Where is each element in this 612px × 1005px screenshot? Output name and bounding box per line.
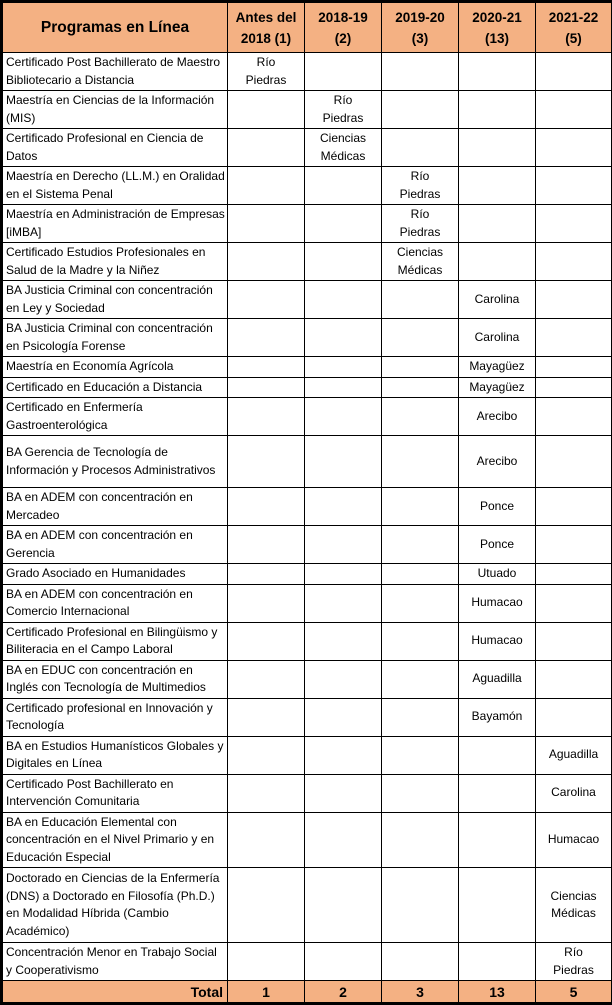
campus-line: Ponce [461,498,533,516]
empty-cell [228,526,305,564]
campus-cell [382,243,459,281]
empty-cell [459,812,536,868]
empty-cell [228,377,305,398]
program-name-cell: BA Gerencia de Tecnología de Información y Procesos Administrativos [2,436,228,488]
empty-cell [228,622,305,660]
campus-line: Humacao [461,632,533,650]
total-2019-20: 3 [382,981,459,1004]
empty-cell [228,736,305,774]
empty-cell [305,243,382,281]
empty-cell [382,698,459,736]
campus-cell [459,357,536,378]
empty-cell [228,584,305,622]
empty-cell [382,281,459,319]
campus-line: Médicas [384,262,456,280]
empty-cell [305,281,382,319]
campus-line: Río [384,168,456,186]
program-name-cell: Certificado Post Bachillerato en Intervención Comunitaria [2,774,228,812]
table-row [2,488,612,526]
col-header-line: (13) [460,28,534,49]
empty-cell [382,736,459,774]
empty-cell [305,564,382,585]
campus-cell [459,436,536,488]
empty-cell [536,564,612,585]
table-row [2,53,612,91]
empty-cell [228,868,305,943]
table-row [2,377,612,398]
col-header-line: 2020-21 [460,7,534,28]
empty-cell [382,436,459,488]
program-name-cell: Maestría en Derecho (LL.M.) en Oralidad en el Sistema Penal [2,167,228,205]
empty-cell [305,205,382,243]
empty-cell [382,91,459,129]
campus-cell [382,167,459,205]
empty-cell [536,167,612,205]
table-row [2,584,612,622]
empty-cell [536,129,612,167]
empty-cell [228,357,305,378]
empty-cell [536,698,612,736]
table-row [2,564,612,585]
empty-cell [305,526,382,564]
empty-cell [305,622,382,660]
empty-cell [305,377,382,398]
col-header-line: (3) [383,28,457,49]
empty-cell [228,488,305,526]
campus-line: Piedras [384,186,456,204]
campus-cell [536,812,612,868]
program-name-cell: Certificado Profesional en Ciencia de Datos [2,129,228,167]
empty-cell [536,281,612,319]
col-header-line: 2018-19 [306,7,380,28]
empty-cell [536,526,612,564]
program-name-cell: BA en Educación Elemental con concentración en el Nivel Primario y en Educación Especial [2,812,228,868]
empty-cell [382,660,459,698]
program-name-cell: Doctorado en Ciencias de la Enfermería (DNS) a Doctorado en Filosofía (Ph.D.) en Modalidad Híbrida (Cambio Académico) [2,868,228,943]
empty-cell [536,319,612,357]
col-header-2020-21 [459,2,536,53]
campus-line: Piedras [384,224,456,242]
empty-cell [459,129,536,167]
program-name-cell: Concentración Menor en Trabajo Social y Cooperativismo [2,943,228,981]
program-name-cell: BA en ADEM con concentración en Comercio Internacional [2,584,228,622]
empty-cell [305,736,382,774]
campus-line: Ciencias [538,888,609,906]
total-2020-21: 13 [459,981,536,1004]
campus-line: Arecibo [461,453,533,471]
table-row [2,943,612,981]
campus-cell [305,91,382,129]
empty-cell [228,436,305,488]
empty-cell [382,622,459,660]
table-title: Programas en Línea [2,2,228,53]
empty-cell [305,357,382,378]
table-footer [2,981,612,1004]
campus-line: Río [384,206,456,224]
total-label: Total [2,981,228,1004]
table-row [2,660,612,698]
empty-cell [459,53,536,91]
program-name-cell: BA Justicia Criminal con concentración en Psicología Forense [2,319,228,357]
empty-cell [382,129,459,167]
empty-cell [536,357,612,378]
table-row [2,698,612,736]
campus-line: Río [307,92,379,110]
empty-cell [382,357,459,378]
empty-cell [228,167,305,205]
empty-cell [228,398,305,436]
empty-cell [228,943,305,981]
empty-cell [382,868,459,943]
empty-cell [305,868,382,943]
program-name-cell: Certificado Profesional en Bilingüismo y Biliteracia en el Campo Laboral [2,622,228,660]
empty-cell [459,243,536,281]
campus-cell [459,526,536,564]
empty-cell [228,243,305,281]
campus-cell [459,377,536,398]
campus-line: Carolina [461,291,533,309]
campus-line: Humacao [538,831,609,849]
campus-cell [459,488,536,526]
empty-cell [459,943,536,981]
table-row [2,243,612,281]
campus-cell [459,564,536,585]
empty-cell [305,319,382,357]
empty-cell [382,943,459,981]
campus-line: Médicas [307,148,379,166]
campus-cell [305,129,382,167]
empty-cell [382,53,459,91]
header-row [2,2,612,53]
empty-cell [382,526,459,564]
empty-cell [459,91,536,129]
empty-cell [382,812,459,868]
campus-line: Ciencias [384,244,456,262]
campus-cell [536,736,612,774]
campus-line: Mayagüez [461,358,533,376]
program-name-cell: Certificado Post Bachillerato de Maestro Bibliotecario a Distancia [2,53,228,91]
empty-cell [382,319,459,357]
empty-cell [228,281,305,319]
empty-cell [382,584,459,622]
empty-cell [228,774,305,812]
campus-line: Ciencias [307,130,379,148]
table-row [2,868,612,943]
empty-cell [536,53,612,91]
empty-cell [536,488,612,526]
empty-cell [536,398,612,436]
table-row [2,319,612,357]
empty-cell [382,377,459,398]
campus-line: Piedras [230,72,302,90]
campus-line: Utuado [461,565,533,583]
program-name-cell: Maestría en Ciencias de la Información (MIS) [2,91,228,129]
col-header-line: 2018 (1) [229,28,303,49]
table-row [2,129,612,167]
table-header [2,2,612,53]
empty-cell [228,129,305,167]
table-row [2,526,612,564]
empty-cell [382,488,459,526]
campus-cell [536,943,612,981]
empty-cell [459,167,536,205]
campus-cell [459,398,536,436]
empty-cell [305,167,382,205]
empty-cell [536,377,612,398]
campus-line: Humacao [461,594,533,612]
empty-cell [228,812,305,868]
empty-cell [536,622,612,660]
campus-line: Arecibo [461,408,533,426]
program-name-cell: Certificado Estudios Profesionales en Salud de la Madre y la Niñez [2,243,228,281]
col-header-antes-2018 [228,2,305,53]
campus-cell [459,584,536,622]
table-row [2,167,612,205]
total-2021-22: 5 [536,981,612,1004]
program-name-cell: BA en ADEM con concentración en Gerencia [2,526,228,564]
table-row [2,436,612,488]
program-name-cell: BA Justicia Criminal con concentración en Ley y Sociedad [2,281,228,319]
table-row [2,774,612,812]
campus-cell [459,660,536,698]
empty-cell [228,205,305,243]
empty-cell [305,53,382,91]
empty-cell [536,243,612,281]
table-row [2,91,612,129]
program-name-cell: Certificado profesional en Innovación y Tecnología [2,698,228,736]
col-header-2018-19 [305,2,382,53]
empty-cell [536,660,612,698]
campus-line: Bayamón [461,708,533,726]
campus-line: Ponce [461,536,533,554]
campus-line: Aguadilla [461,670,533,688]
total-2018-19: 2 [305,981,382,1004]
empty-cell [459,205,536,243]
campus-line: Río [538,944,609,962]
program-name-cell: BA en EDUC con concentración en Inglés con Tecnología de Multimedios [2,660,228,698]
campus-line: Médicas [538,905,609,923]
empty-cell [305,812,382,868]
program-name-cell: Maestría en Administración de Empresas [iMBA] [2,205,228,243]
table-row [2,736,612,774]
empty-cell [536,205,612,243]
program-name-cell: Certificado en Enfermería Gastroenterológica [2,398,228,436]
campus-cell [459,698,536,736]
table-row [2,357,612,378]
table-row [2,205,612,243]
program-name-cell: Grado Asociado en Humanidades [2,564,228,585]
empty-cell [305,698,382,736]
empty-cell [228,698,305,736]
empty-cell [305,584,382,622]
total-antes-2018: 1 [228,981,305,1004]
col-header-2021-22 [536,2,612,53]
campus-cell [459,319,536,357]
empty-cell [536,584,612,622]
campus-cell [536,868,612,943]
empty-cell [536,91,612,129]
empty-cell [382,774,459,812]
program-name-cell: BA en Estudios Humanísticos Globales y Digitales en Línea [2,736,228,774]
empty-cell [382,564,459,585]
campus-cell [459,622,536,660]
table-body [2,53,612,981]
table-row [2,812,612,868]
campus-line: Mayagüez [461,379,533,397]
empty-cell [536,436,612,488]
empty-cell [228,564,305,585]
empty-cell [228,91,305,129]
total-row [2,981,612,1004]
empty-cell [305,398,382,436]
empty-cell [305,943,382,981]
campus-cell [228,53,305,91]
empty-cell [459,774,536,812]
campus-cell [382,205,459,243]
empty-cell [305,436,382,488]
program-name-cell: Maestría en Economía Agrícola [2,357,228,378]
campus-cell [536,774,612,812]
campus-line: Piedras [307,110,379,128]
empty-cell [228,660,305,698]
empty-cell [305,488,382,526]
col-header-line: 2021-22 [537,7,610,28]
empty-cell [305,660,382,698]
table-row [2,622,612,660]
col-header-2019-20 [382,2,459,53]
program-name-cell: BA en ADEM con concentración en Mercadeo [2,488,228,526]
col-header-line: (5) [537,28,610,49]
empty-cell [228,319,305,357]
empty-cell [459,868,536,943]
col-header-line: 2019-20 [383,7,457,28]
campus-line: Carolina [538,784,609,802]
col-header-line: (2) [306,28,380,49]
campus-line: Carolina [461,329,533,347]
campus-line: Piedras [538,962,609,980]
empty-cell [459,736,536,774]
program-name-cell: Certificado en Educación a Distancia [2,377,228,398]
empty-cell [382,398,459,436]
campus-line: Aguadilla [538,746,609,764]
campus-line: Río [230,54,302,72]
table-row [2,281,612,319]
table-row [2,398,612,436]
campus-cell [459,281,536,319]
col-header-line: Antes del [229,7,303,28]
empty-cell [305,774,382,812]
